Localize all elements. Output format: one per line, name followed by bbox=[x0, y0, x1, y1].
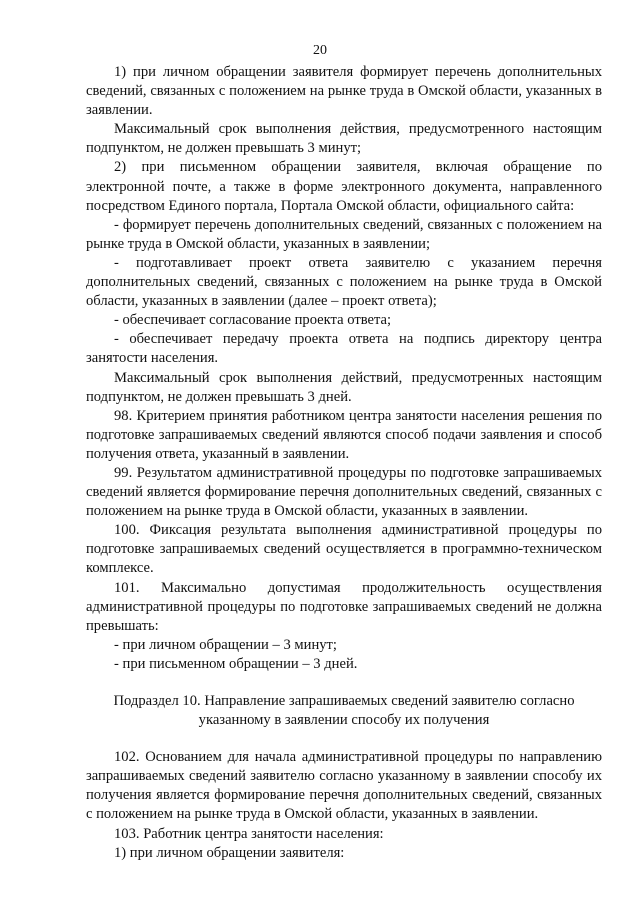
paragraph: 1) при личном обращении заявителя формирует перечень дополнительных сведений, связанных с положением на рынке труда в Омской области, указанных в заявлении. bbox=[86, 64, 602, 119]
subsection-heading: Подраздел 10. Направление запрашиваемых сведений заявителю согласно указанному в заявлении способу их получения bbox=[113, 693, 575, 729]
clause-101: 101. Максимально допустимая продолжительность осуществления административной процедуры по подготовке запрашиваемых сведений не должна превышать: bbox=[86, 579, 602, 634]
list-item: - при личном обращении – 3 минут; bbox=[114, 636, 337, 653]
list-item: - обеспечивает передачу проекта ответа на подпись директору центра занятости населения. bbox=[86, 331, 602, 367]
list-item: - подготавливает проект ответа заявителю с указанием перечня дополнительных сведений, связанных с положением на рынке труда в Омской области, указанных в заявлении (далее – проект ответа); bbox=[86, 254, 602, 310]
clause-98: 98. Критерием принятия работником центра занятости населения решения по подготовке запрашиваемых сведений являются способ подачи заявления и способ получения ответа, указанный в заявлении. bbox=[86, 407, 602, 462]
list-item: 1) при личном обращении заявителя: bbox=[114, 844, 345, 861]
clause-99: 99. Результатом административной процедуры по подготовке запрашиваемых сведений является формирование перечня дополнительных сведений, связанных с положением на рынке труда в Омской области, указанных в заявлении. bbox=[86, 464, 602, 520]
clause-100: 100. Фиксация результата выполнения административной процедуры по подготовке запрашиваемых сведений осуществляется в программно-техническом комплексе. bbox=[86, 522, 602, 577]
paragraph: 2) при письменном обращении заявителя, включая обращение по электронной почте, а также в форме электронного документа, направленного посредством Единого портала, Портала Омской области, официального сайта: bbox=[86, 159, 602, 214]
clause-102: 102. Основанием для начала административной процедуры по направлению запрашиваемых сведений заявителю согласно указанному в заявлении способу их получения является формирование перечня дополнительных сведений, связанных с положением на рынке труда в Омской области, указанных в заявлении. bbox=[86, 749, 602, 823]
paragraph: Максимальный срок выполнения действий, предусмотренных настоящим подпунктом, не должен превышать 3 дней. bbox=[86, 369, 602, 405]
clause-103: 103. Работник центра занятости населения: bbox=[114, 825, 384, 842]
document-body bbox=[86, 63, 602, 863]
list-item: - формирует перечень дополнительных сведений, связанных с положением на рынке труда в Омской области, указанных в заявлении; bbox=[86, 216, 602, 252]
page-number: 20 bbox=[313, 43, 327, 58]
paragraph: Максимальный срок выполнения действия, предусмотренного настоящим подпунктом, не должен превышать 3 минут; bbox=[86, 121, 602, 157]
list-item: - обеспечивает согласование проекта ответа; bbox=[114, 312, 392, 329]
list-item: - при письменном обращении – 3 дней. bbox=[114, 655, 358, 672]
